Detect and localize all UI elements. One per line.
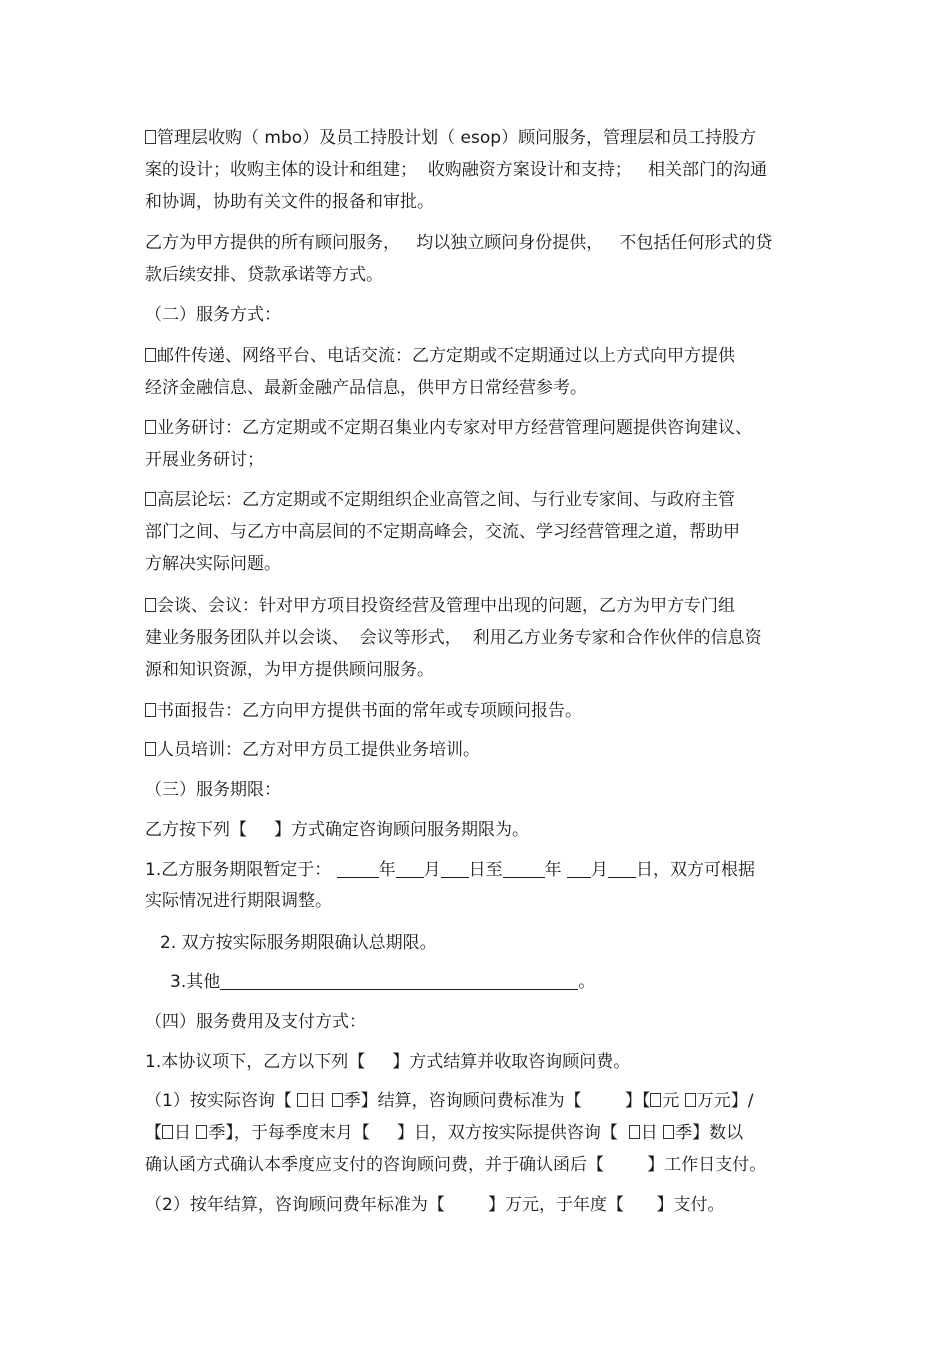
blank-line [396, 861, 424, 878]
checkbox-icon [196, 1125, 207, 1139]
section-heading: （三）服务期限： [145, 780, 281, 800]
blank-line [337, 861, 379, 878]
text-line: 乙方为甲方提供的所有顾问服务， 均以独立顾问身份提供， 不包括任何形式的贷 [145, 233, 773, 253]
text-line: 源和知识资源，为甲方提供顾问服务。 [145, 660, 434, 680]
checkbox-icon [685, 1093, 696, 1107]
section-heading: （二）服务方式： [145, 305, 281, 325]
text-line: 确认函方式确认本季度应支付的咨询顾问费，并于确认函后【 】工作日支付。 [145, 1155, 767, 1175]
blank-line [503, 861, 545, 878]
text-line: 高层论坛：乙方定期或不定期组织企业高管之间、与行业专家间、与政府主管 [145, 490, 735, 510]
text-line: 邮件传递、网络平台、电话交流：乙方定期或不定期通过以上方式向甲方提供 [145, 346, 735, 366]
text-line: （2）按年结算，咨询顾问费年标准为【 】万元，于年度【 】支付。 [145, 1195, 725, 1215]
checkbox-icon [332, 1093, 343, 1107]
text-line: 管理层收购（ mbo）及员工持股计划（ esop）顾问服务，管理层和员工持股方 [145, 128, 756, 148]
text-line: （1）按实际咨询【 日 季】结算，咨询顾问费标准为【 】【 元 万元】/ [145, 1091, 754, 1111]
blank-line [567, 861, 591, 878]
checkbox-icon [145, 492, 156, 506]
text-line: 款后续安排、贷款承诺等方式。 [145, 265, 383, 285]
text-line: 【 日 季】，于每季度末月【 】日，双方按实际提供咨询【 日 季】数以 [145, 1123, 744, 1143]
checkbox-icon [297, 1093, 308, 1107]
checkbox-icon [162, 1125, 173, 1139]
text-line: 案的设计；收购主体的设计和组建； 收购融资方案设计和支持； 相关部门的沟通 [145, 160, 768, 180]
checkbox-icon [145, 703, 156, 717]
checkbox-icon [145, 598, 156, 612]
blank-line [441, 861, 469, 878]
text-line: 1.乙方服务期限暂定于： 年 月 日至 年 月 日，双方可根据 [145, 860, 756, 880]
text-line: 经济金融信息、最新金融产品信息，供甲方日常经营参考。 [145, 378, 587, 398]
blank-line [608, 861, 636, 878]
checkbox-icon [663, 1125, 674, 1139]
checkbox-icon [145, 348, 156, 362]
checkbox-icon [145, 742, 156, 756]
section-heading: （四）服务费用及支付方式： [145, 1012, 366, 1032]
text-line: 开展业务研讨； [145, 450, 264, 470]
text-line: 和协调，协助有关文件的报备和审批。 [145, 192, 434, 212]
text-line: 3.其他 。 [170, 972, 596, 992]
text-line: 部门之间、与乙方中高层间的不定期高峰会，交流、学习经营管理之道，帮助甲 [145, 522, 740, 542]
text-line: 业务研讨：乙方定期或不定期召集业内专家对甲方经营管理问题提供咨询建议、 [145, 418, 752, 438]
checkbox-icon [629, 1125, 640, 1139]
text-line: 书面报告：乙方向甲方提供书面的常年或专项顾问报告。 [145, 701, 582, 721]
text-line: 人员培训：乙方对甲方员工提供业务培训。 [145, 740, 480, 760]
text-line: 1.本协议项下，乙方以下列【 】方式结算并收取咨询顾问费。 [145, 1052, 631, 1072]
checkbox-icon [145, 130, 156, 144]
text-line: 会谈、会议：针对甲方项目投资经营及管理中出现的问题，乙方为甲方专门组 [145, 596, 735, 616]
checkbox-icon [650, 1093, 661, 1107]
checkbox-icon [145, 420, 156, 434]
text-line: 乙方按下列【 】方式确定咨询顾问服务期限为。 [145, 820, 530, 840]
text-line: 2. 双方按实际服务期限确认总期限。 [160, 933, 437, 953]
text-line: 方解决实际问题。 [145, 554, 281, 574]
text-line: 建业务服务团队并以会谈、 会议等形式， 利用乙方业务专家和合作伙伴的信息资 [145, 628, 762, 648]
blank-line [220, 973, 578, 990]
text-line: 实际情况进行期限调整。 [145, 891, 332, 911]
